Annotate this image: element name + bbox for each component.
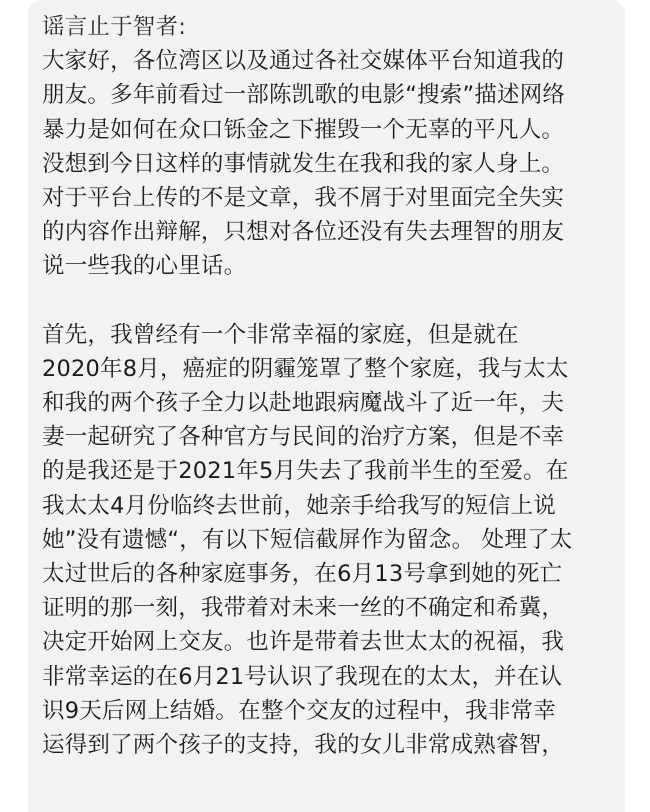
paragraph-line: 非常幸运的在6月21号认识了我现在的太太，并在认	[42, 663, 563, 690]
paragraph-line: 没想到今日这样的事情就发生在我和我的家人身上。	[42, 150, 565, 177]
paragraph-line: 朋友。多年前看过一部陈凯歌的电影“搜索”描述网络	[42, 82, 566, 109]
paragraph-gap	[42, 284, 622, 318]
paragraph-line: 她”没有遗憾“，有以下短信截屏作为留念。 处理了太	[42, 526, 573, 553]
paragraph-2	[42, 318, 622, 762]
paragraph-1	[42, 44, 622, 283]
paragraph-line: 大家好，各位湾区以及通过各社交媒体平台知道我的	[42, 48, 565, 75]
paragraph-line: 的是我还是于2021年5月失去了我前半生的至爱。在	[42, 458, 569, 485]
paragraph-line: 暴力是如何在众口铄金之下摧毁一个无辜的平凡人。	[42, 116, 565, 143]
document-title: 谣言止于智者:	[42, 14, 186, 40]
paragraph-line: 运得到了两个孩子的支持，我的女儿非常成熟睿智，	[42, 731, 565, 758]
paragraph-line: 和我的两个孩子全力以赴地跟病魔战斗了近一年，夫	[42, 390, 565, 417]
paragraph-line: 2020年8月，癌症的阴霾笼罩了整个家庭，我与太太	[42, 355, 569, 382]
paragraph-line: 的内容作出辩解，只想对各位还没有失去理智的朋友	[42, 219, 565, 246]
document-body	[42, 10, 622, 762]
paragraph-line: 决定开始网上交友。也许是带着去世太太的祝福，我	[42, 629, 565, 656]
paragraph-line: 识9天后网上结婚。在整个交友的过程中，我非常幸	[42, 697, 556, 724]
paragraph-line: 我太太4月份临终去世前，她亲手给我写的短信上说	[42, 492, 556, 519]
paragraph-line: 妻一起研究了各种官方与民间的治疗方案，但是不幸	[42, 424, 565, 451]
paragraph-line: 首先，我曾经有一个非常幸福的家庭，但是就在	[42, 321, 519, 348]
paragraph-line: 对于平台上传的不是文章，我不屑于对里面完全失实	[42, 184, 565, 211]
paragraph-line: 太过世后的各种家庭事务，在6月13号拿到她的死亡	[42, 561, 563, 587]
paragraph-line: 说一些我的心里话。	[42, 253, 247, 280]
paragraph-line: 证明的那一刻，我带着对未来一丝的不确定和希冀，	[42, 595, 565, 622]
